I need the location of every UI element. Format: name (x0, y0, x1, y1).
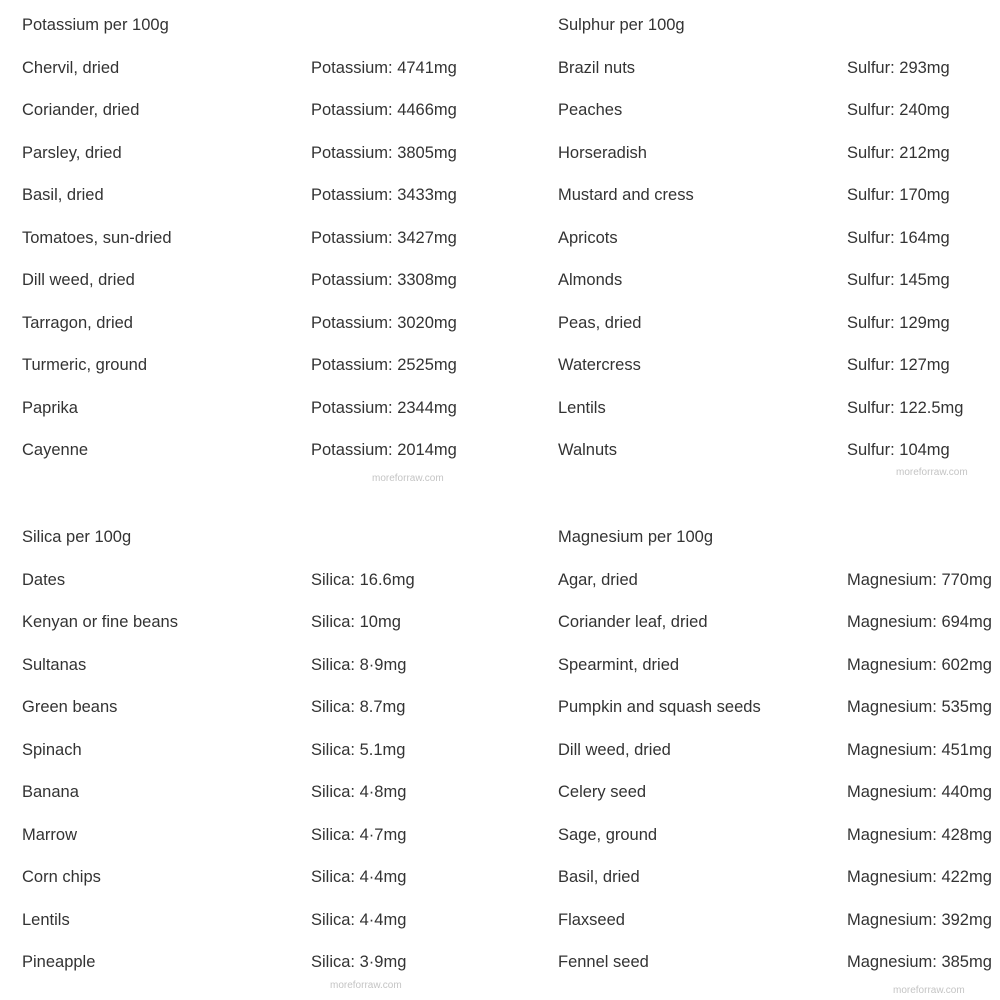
list-item (558, 140, 978, 183)
watermark-text: moreforraw.com (330, 980, 402, 991)
food-name: Lentils (558, 398, 606, 417)
nutrient-value: Magnesium: 422mg (847, 868, 992, 886)
food-name: Flaxseed (558, 910, 625, 929)
nutrient-value: Silica: 8.7mg (311, 698, 406, 716)
food-name: Banana (22, 783, 79, 801)
panel-title: Silica per 100g (22, 528, 132, 546)
potassium-panel (22, 12, 462, 480)
list-item (22, 567, 462, 610)
food-name: Pineapple (22, 953, 96, 971)
food-name: Coriander, dried (22, 101, 140, 119)
food-name: Watercress (558, 356, 641, 374)
list-item (558, 267, 978, 310)
food-name: Cayenne (22, 441, 89, 459)
food-name: Marrow (22, 825, 78, 844)
nutrient-value: Sulfur: 145mg (847, 271, 950, 289)
list-item (558, 567, 992, 610)
food-name: Dill weed, dried (558, 740, 671, 759)
list-item (22, 779, 462, 822)
nutrient-value: Sulfur: 129mg (847, 313, 950, 332)
food-name: Horseradish (558, 143, 647, 162)
food-name: Spinach (22, 740, 82, 759)
food-name: Dill weed, dried (22, 271, 135, 289)
list-item (22, 609, 462, 652)
nutrient-value: Silica: 4·7mg (311, 825, 407, 844)
nutrient-value: Potassium: 2014mg (311, 441, 457, 459)
nutrient-value: Silica: 3·9mg (311, 953, 407, 971)
nutrient-value: Silica: 4·4mg (311, 910, 407, 929)
nutrient-value: Silica: 10mg (311, 613, 401, 631)
nutrient-value: Magnesium: 694mg (847, 613, 992, 631)
list-item (558, 609, 992, 652)
nutrient-value: Sulfur: 212mg (847, 143, 950, 162)
nutrient-value: Sulfur: 170mg (847, 186, 950, 204)
list-item (22, 864, 462, 907)
food-name: Basil, dried (558, 868, 640, 886)
list-item (22, 395, 462, 438)
list-item (22, 737, 462, 780)
food-name: Kenyan or fine beans (22, 613, 178, 631)
list-item (22, 55, 462, 98)
food-name: Parsley, dried (22, 143, 122, 162)
food-name: Coriander leaf, dried (558, 613, 708, 631)
list-item (22, 310, 462, 353)
list-item (558, 822, 992, 865)
watermark-text: moreforraw.com (372, 473, 444, 484)
food-name: Dates (22, 570, 66, 589)
list-item (558, 225, 978, 268)
nutrient-value: Potassium: 3805mg (311, 143, 457, 162)
food-name: Turmeric, ground (22, 356, 148, 374)
nutrient-value: Potassium: 4466mg (311, 101, 457, 119)
food-name: Mustard and cress (558, 186, 694, 204)
nutrient-value: Potassium: 3308mg (311, 271, 457, 289)
nutrient-value: Silica: 4·4mg (311, 868, 407, 886)
nutrient-value: Magnesium: 770mg (847, 570, 992, 589)
food-name: Tarragon, dried (22, 313, 133, 332)
nutrient-value: Potassium: 2525mg (311, 356, 457, 374)
nutrient-value: Magnesium: 535mg (847, 698, 992, 716)
list-item (558, 352, 978, 395)
nutrient-value: Silica: 16.6mg (311, 570, 415, 589)
food-name: Walnuts (558, 441, 617, 459)
food-name: Lentils (22, 910, 70, 929)
nutrient-value: Magnesium: 602mg (847, 655, 992, 674)
nutrient-value: Potassium: 3433mg (311, 186, 457, 204)
list-item (558, 907, 992, 950)
nutrient-value: Magnesium: 428mg (847, 825, 992, 844)
list-item (22, 652, 462, 695)
nutrient-value: Magnesium: 385mg (847, 953, 992, 971)
nutrient-value: Sulfur: 293mg (847, 58, 950, 77)
list-item (558, 652, 992, 695)
nutrient-value: Sulfur: 164mg (847, 228, 950, 247)
food-name: Corn chips (22, 868, 101, 886)
food-name: Peaches (558, 101, 623, 119)
nutrient-value: Potassium: 2344mg (311, 398, 457, 417)
nutrient-value: Sulfur: 240mg (847, 101, 950, 119)
list-item (558, 737, 992, 780)
food-name: Paprika (22, 398, 78, 417)
food-name: Apricots (558, 228, 618, 247)
magnesium-panel (558, 524, 992, 992)
food-name: Peas, dried (558, 313, 642, 332)
list-item (558, 864, 992, 907)
list-item (558, 779, 992, 822)
list-item (22, 822, 462, 865)
list-item (22, 182, 462, 225)
nutrient-value: Magnesium: 440mg (847, 783, 992, 801)
food-name: Fennel seed (558, 953, 649, 971)
food-name: Sultanas (22, 655, 87, 674)
nutrient-value: Potassium: 4741mg (311, 58, 457, 77)
panel-title: Magnesium per 100g (558, 528, 714, 546)
food-name: Pumpkin and squash seeds (558, 698, 761, 716)
list-item (22, 907, 462, 950)
watermark-text: moreforraw.com (893, 985, 965, 996)
list-item (558, 182, 978, 225)
nutrient-value: Silica: 8·9mg (311, 655, 407, 674)
list-item (558, 310, 978, 353)
nutrient-value: Potassium: 3427mg (311, 228, 457, 247)
panel-title: Potassium per 100g (22, 16, 169, 34)
list-item (22, 352, 462, 395)
food-name: Basil, dried (22, 186, 104, 204)
food-name: Almonds (558, 271, 623, 289)
food-name: Spearmint, dried (558, 655, 680, 674)
list-item (22, 267, 462, 310)
list-item (558, 395, 978, 438)
list-item (22, 97, 462, 140)
food-name: Agar, dried (558, 570, 638, 589)
nutrient-value: Sulfur: 127mg (847, 356, 950, 374)
list-item (22, 225, 462, 268)
nutrient-value: Potassium: 3020mg (311, 313, 457, 332)
list-item (22, 140, 462, 183)
nutrient-value: Magnesium: 392mg (847, 910, 992, 929)
food-name: Sage, ground (558, 825, 658, 844)
list-item (558, 694, 992, 737)
list-item (558, 55, 978, 98)
nutrient-value: Magnesium: 451mg (847, 740, 992, 759)
panel-title: Sulphur per 100g (558, 16, 685, 34)
food-name: Tomatoes, sun-dried (22, 228, 172, 247)
food-name: Green beans (22, 698, 118, 716)
nutrient-value: Sulfur: 122.5mg (847, 398, 964, 417)
list-item (558, 97, 978, 140)
watermark-text: moreforraw.com (896, 467, 968, 478)
food-name: Chervil, dried (22, 58, 120, 77)
food-name: Celery seed (558, 783, 647, 801)
list-item (22, 694, 462, 737)
silica-panel (22, 524, 462, 992)
nutrient-value: Silica: 5.1mg (311, 740, 406, 759)
food-name: Brazil nuts (558, 58, 636, 77)
nutrient-value: Sulfur: 104mg (847, 441, 950, 459)
sulphur-panel (558, 12, 978, 480)
nutrient-value: Silica: 4·8mg (311, 783, 407, 801)
